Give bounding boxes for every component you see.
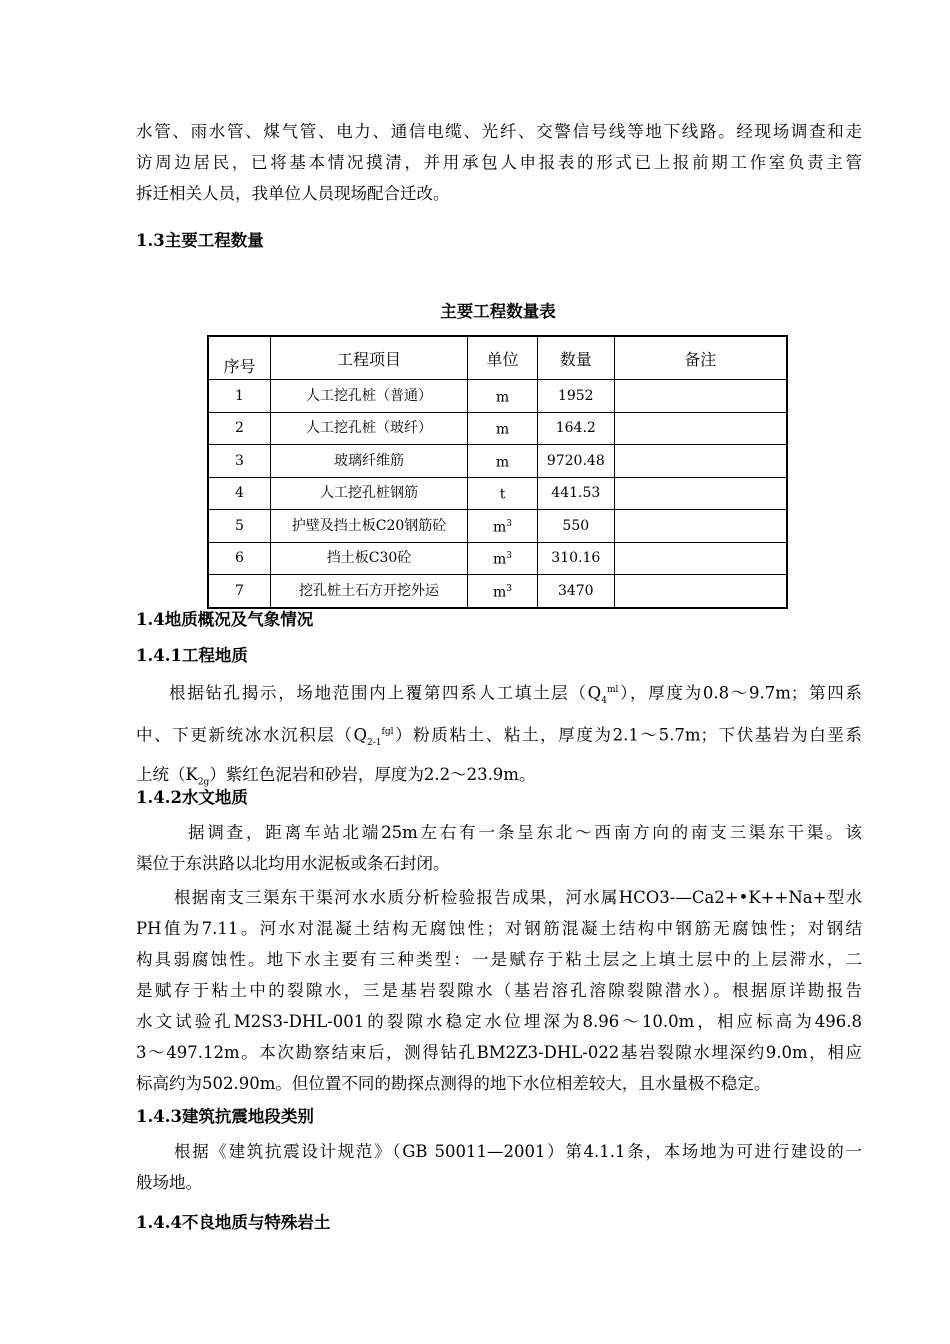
- hydrology-p2-line-4: 是赋存于粘土中的裂隙水，三是基岩裂隙水（基岩溶孔溶隙裂隙潜水）。根据原详勘报告: [136, 981, 862, 1000]
- cell-item: 玻璃纤维筋: [271, 445, 468, 478]
- quantity-table: [207, 335, 788, 609]
- section-1-4-heading: 1.4地质概况及气象情况: [136, 610, 314, 629]
- cell-qty: 9720.48: [537, 445, 614, 478]
- cell-note: [614, 542, 787, 575]
- geology-line-3: 上统$(K_{2g})$紫红色泥岩和砂岩，厚度为2.2～23.9m。: [136, 764, 536, 787]
- header-unit: 单位: [468, 336, 538, 380]
- geology-line-2: 中、下更新统冰水沉积层$(Q_{2-1}^{fgl})$粉质粘土、粘土，厚度为2.1～5.7m；下伏基岩为白垩系: [136, 725, 862, 748]
- cell-no: 4: [208, 477, 271, 510]
- cell-qty: 3470: [537, 575, 614, 608]
- cell-item: 挖孔桩土石方开挖外运: [271, 575, 468, 608]
- cell-item: 挡土板C30砼: [271, 542, 468, 575]
- hydrology-p2-line-5: 水文试验孔M2S3-DHL-001的裂隙水稳定水位埋深为8.96～10.0m，相应标高为496.8: [136, 1012, 862, 1031]
- section-1-4-3-heading: 1.4.3建筑抗震地段类别: [136, 1107, 314, 1126]
- intro-line-1: 水管、雨水管、煤气管、电力、通信电缆、光纤、交警信号线等地下线路。经现场调查和走: [136, 122, 862, 141]
- section-1-4-2-heading: 1.4.2水文地质: [136, 788, 248, 807]
- table-row: [208, 542, 787, 575]
- cell-note: [614, 380, 787, 413]
- cell-unit: $m^3$: [468, 542, 538, 575]
- seismic-line-2: 般场地。: [136, 1173, 202, 1192]
- table-row: [208, 510, 787, 543]
- cell-qty: 1952: [537, 380, 614, 413]
- geology-line-1: 根据钻孔揭示，场地范围内上覆第四系人工填土层$(Q_4^{ml})$，厚度为0.8～9.7m；第四系: [169, 683, 862, 706]
- cell-qty: 441.53: [537, 477, 614, 510]
- cell-no: 3: [208, 445, 271, 478]
- header-no: 序号: [208, 336, 271, 380]
- hydrology-p1-line-2: 渠位于东洪路以北均用水泥板或条石封闭。: [136, 854, 450, 873]
- cell-note: [614, 445, 787, 478]
- table-row: [208, 477, 787, 510]
- cell-qty: 310.16: [537, 542, 614, 575]
- geology-paragraph: [136, 675, 862, 798]
- hydrology-p2-line-1: 根据南支三渠东干渠河水水质分析检验报告成果，河水属HCO3-—Ca2+•K++Na+型水: [174, 888, 862, 907]
- cell-qty: 550: [537, 510, 614, 543]
- table-row: [208, 380, 787, 413]
- table-row: [208, 575, 787, 608]
- hydrology-p2-line-7: 标高约为502.90m。但位置不同的勘探点测得的地下水位相差较大，且水量极不稳定。: [136, 1074, 771, 1093]
- seismic-paragraph: [136, 1136, 862, 1198]
- cell-unit: m: [468, 380, 538, 413]
- table-title: 主要工程数量表: [440, 302, 556, 321]
- intro-paragraph: [136, 116, 862, 209]
- cell-no: 1: [208, 380, 271, 413]
- header-item: 工程项目: [271, 336, 468, 380]
- cell-no: 6: [208, 542, 271, 575]
- cell-item: 人工挖孔桩（普通）: [271, 380, 468, 413]
- table-row: [208, 445, 787, 478]
- section-1-4-4-heading: 1.4.4不良地质与特殊岩土: [136, 1213, 331, 1232]
- cell-unit: t: [468, 477, 538, 510]
- hydrology-paragraph-2: [136, 882, 862, 1099]
- table-row: [208, 412, 787, 445]
- cell-unit: m: [468, 412, 538, 445]
- hydrology-p1-line-1: 据调查，距离车站北端25m左右有一条呈东北～西南方向的南支三渠东干渠。该: [188, 823, 862, 842]
- cell-unit: $m^3$: [468, 575, 538, 608]
- hydrology-p2-line-2: PH值为7.11。河水对混凝土结构无腐蚀性；对钢筋混凝土结构中钢筋无腐蚀性；对钢结: [136, 919, 862, 938]
- header-qty: 数量: [537, 336, 614, 380]
- cell-note: [614, 412, 787, 445]
- section-1-3-heading: 1.3主要工程数量: [136, 231, 264, 250]
- hydrology-paragraph-1: [136, 817, 862, 879]
- cell-qty: 164.2: [537, 412, 614, 445]
- cell-item: 护壁及挡土板C20钢筋砼: [271, 510, 468, 543]
- cell-unit: m: [468, 445, 538, 478]
- cell-no: 7: [208, 575, 271, 608]
- hydrology-p2-line-6: 3～497.12m。本次勘察结束后，测得钻孔BM2Z3-DHL-022基岩裂隙水埋深约9.0m，相应: [136, 1043, 862, 1062]
- intro-line-3: 拆迁相关人员，我单位人员现场配合迁改。: [136, 184, 450, 203]
- cell-unit: $m^3$: [468, 510, 538, 543]
- cell-note: [614, 510, 787, 543]
- header-note: 备注: [614, 336, 787, 380]
- cell-item: 人工挖孔桩（玻纤）: [271, 412, 468, 445]
- intro-line-2: 访周边居民，已将基本情况摸清，并用承包人申报表的形式已上报前期工作室负责主管: [136, 153, 862, 172]
- cell-item: 人工挖孔桩钢筋: [271, 477, 468, 510]
- section-1-4-1-heading: 1.4.1工程地质: [136, 646, 248, 665]
- cell-no: 5: [208, 510, 271, 543]
- cell-note: [614, 477, 787, 510]
- hydrology-p2-line-3: 构具弱腐蚀性。地下水主要有三种类型：一是赋存于粘土层之上填土层中的上层滞水，二: [136, 950, 862, 969]
- cell-note: [614, 575, 787, 608]
- table-header-row: [208, 336, 787, 380]
- seismic-line-1: 根据《建筑抗震设计规范》（GB 50011—2001）第4.1.1条，本场地为可进行建设的一: [174, 1142, 862, 1161]
- cell-no: 2: [208, 412, 271, 445]
